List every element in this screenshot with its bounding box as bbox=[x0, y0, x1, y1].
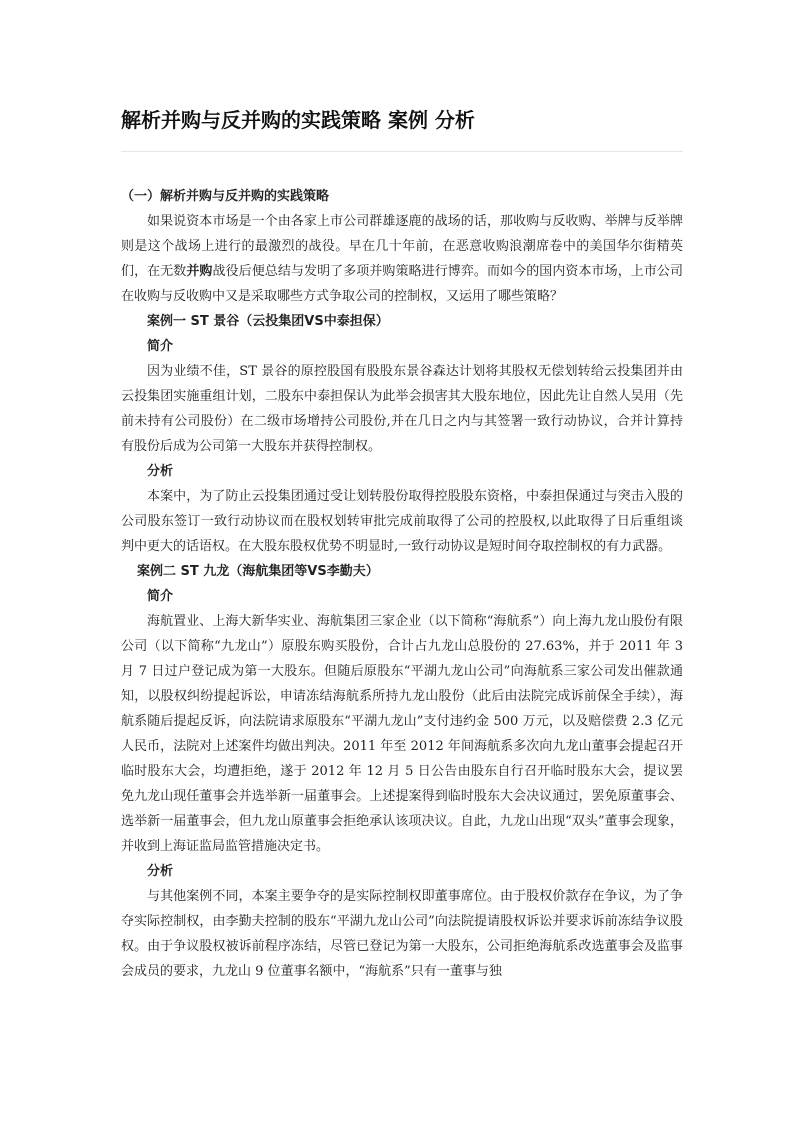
page-title: 解析并购与反并购的实践策略 案例 分析 bbox=[121, 108, 475, 132]
title-divider bbox=[121, 151, 683, 152]
case2-intro-text: 海航置业、上海大新华实业、海航集团三家企业（以下简称“海航系”）向上海九龙山股份有限公司（以下简称“九龙山”）原股东购买股份，合计占九龙山总股份的 27.63%，并于 2011 年 3 月 7 日过户登记成为第一大股东。但随后原股东“平湖九龙山公司”向海航系三家公司发出催款通知，以股权纠纷提起诉讼，申请冻结海航系所持九龙山股份（此后由法院完成诉前保全手续），海航系随后提起反诉，向法院请求原股东“平湖九龙山”支付违约金 500 万元，以及赔偿费 2.3 亿元人民币，法院对上述案件均做出判决。2011 年至 2012 年间海航系多次向九龙山董事会提起召开临时股东大会，均遭拒绝，遂于 2012 年 12 月 5 日公告由股东自行召开临时股东大会，提议罢免九龙山现任董事会并选举新一届董事会。上述提案得到临时股东大会决议通过，罢免原董事会、选举新一届董事会，但九龙山原董事会拒绝承认该项决议。自此，九龙山出现“双头”董事会现象，并收到上海证监局监管措施决定书。 bbox=[121, 614, 683, 854]
case2-heading: 案例二 ST 九龙（海航集团等VS李勤夫） bbox=[137, 564, 379, 579]
case1-heading: 案例一 ST 景谷（云投集团VS中泰担保） bbox=[147, 314, 389, 329]
intro-text-after: 战役后便总结与发明了多项并购策略进行博弈。而如今的国内资本市场，上市公司在收购与反收购中又是采取哪些方式争取公司的控制权，又运用了哪些策略？ bbox=[121, 264, 683, 304]
case1-intro-text: 因为业绩不佳，ST 景谷的原控股国有股股东景谷森达计划将其股权无偿划转给云投集团并由云投集团实施重组计划，二股东中泰担保认为此举会损害其大股东地位，因此先让自然人吴用（先前未持有公司股份）在二级市场增持公司股份,并在几日之内与其签署一致行动协议，合并计算持有股份后成为公司第一大股东并获得控制权。 bbox=[121, 364, 683, 454]
intro-paragraph bbox=[121, 209, 683, 309]
section-heading: （一）解析并购与反并购的实践策略 bbox=[121, 189, 330, 204]
case1-analysis-label: 分析 bbox=[147, 464, 174, 479]
document-body bbox=[121, 184, 683, 984]
case2-intro-label: 简介 bbox=[147, 589, 174, 604]
case1-analysis-text: 本案中，为了防止云投集团通过受让划转股份取得控股股东资格，中泰担保通过与突击入股的公司股东签订一致行动协议而在股权划转审批完成前取得了公司的控股权,以此取得了日后重组谈判中更大的话语权。在大股东股权优势不明显时,一致行动协议是短时间夺取控制权的有力武器。 bbox=[121, 489, 683, 554]
case2-analysis-label: 分析 bbox=[147, 864, 174, 879]
intro-text-bold: 并购 bbox=[186, 264, 213, 279]
intro-text-before: 如果说资本市场是一个由各家上市公司群雄逐鹿的战场的话，那收购与反收购、举牌与反举牌则是这个战场上进行的最激烈的战役。早在几十年前，在恶意收购浪潮席卷中的美国华尔街精英们，在无数 bbox=[121, 214, 683, 279]
case2-analysis-text: 与其他案例不同，本案主要争夺的是实际控制权即董事席位。由于股权价款存在争议，为了争夺实际控制权，由李勤夫控制的股东“平湖九龙山公司”向法院提请股权诉讼并要求诉前冻结争议股权。由于争议股权被诉前程序冻结，尽管已登记为第一大股东，公司拒绝海航系改选董事会及监事会成员的要求，九龙山 9 位董事名额中，“海航系”只有一董事与独 bbox=[121, 889, 683, 979]
case1-intro-label: 简介 bbox=[147, 339, 174, 354]
